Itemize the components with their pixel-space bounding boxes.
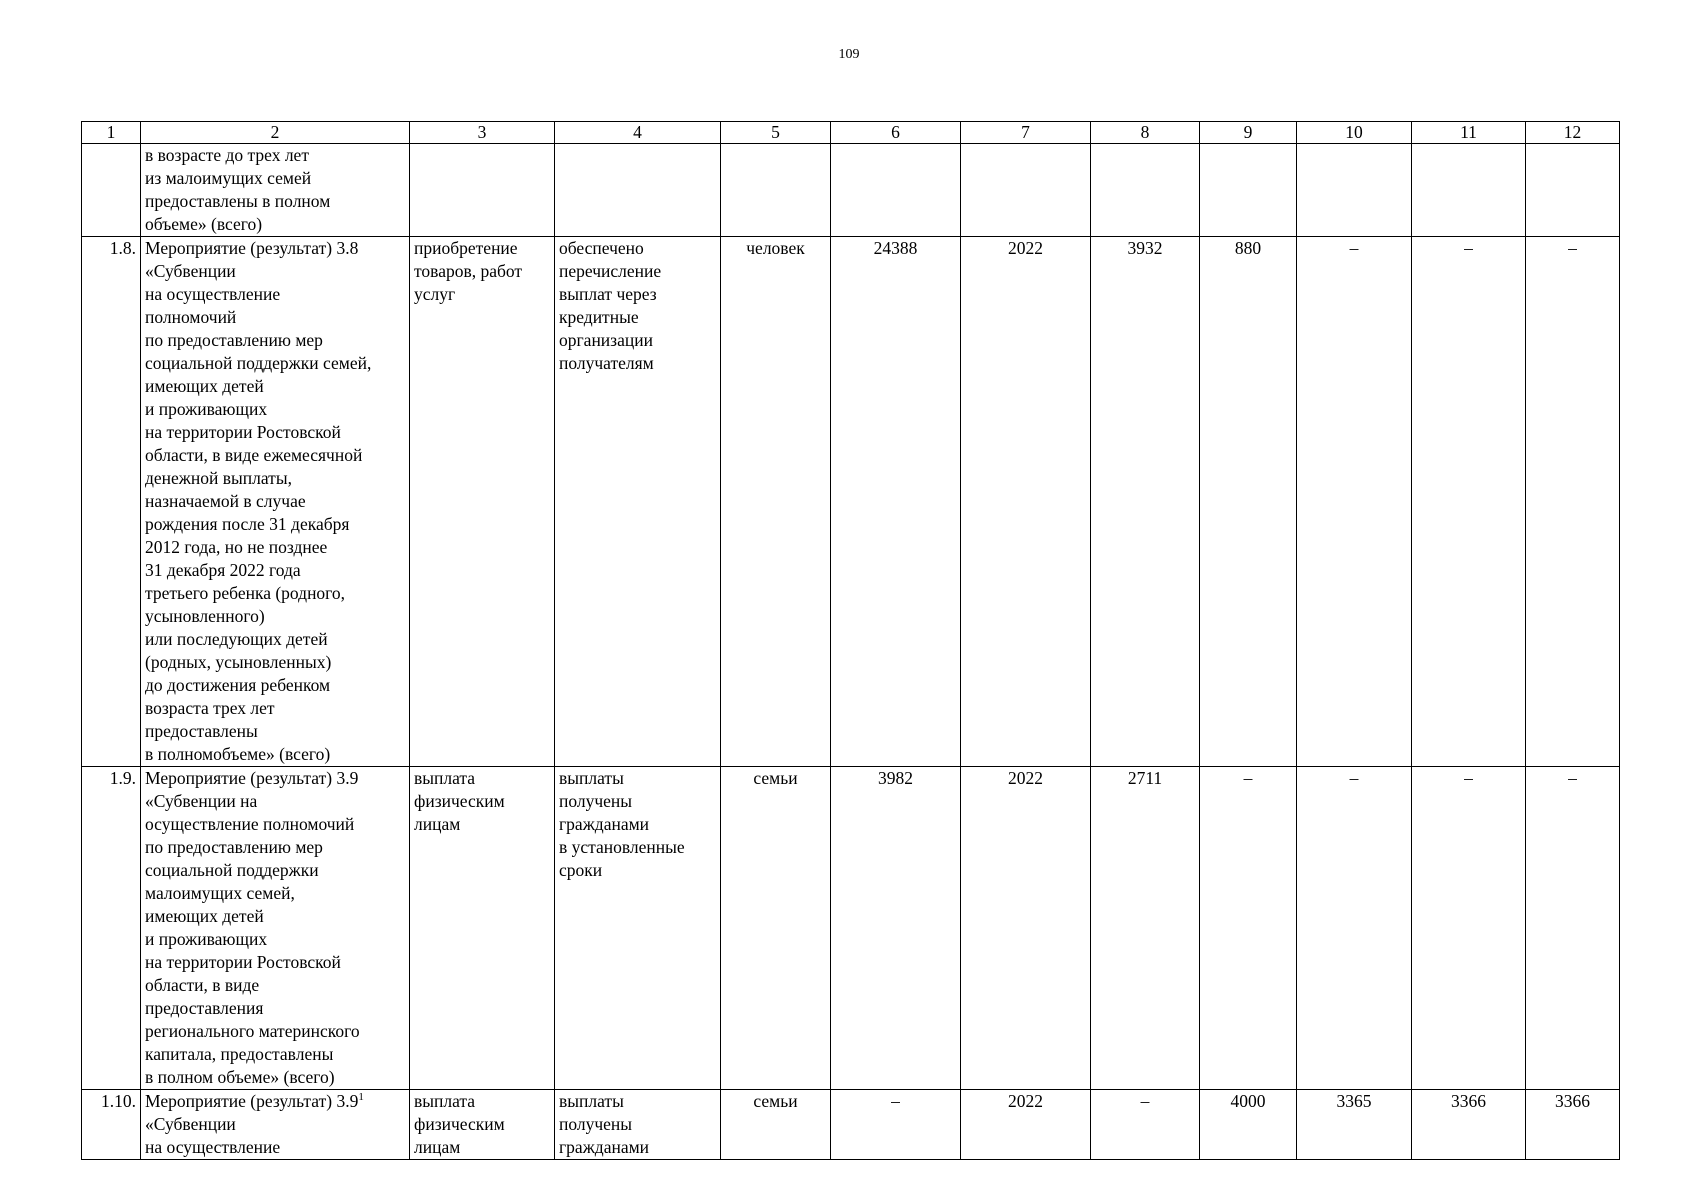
value-col-7: 2022	[961, 237, 1091, 767]
footnote-mark: 1	[358, 1091, 364, 1104]
measure-name-line: в полномобъеме» (всего)	[145, 744, 331, 764]
value-col-9: 4000	[1200, 1090, 1297, 1160]
unit	[721, 144, 831, 237]
measure-name-line: по предоставлению мер	[145, 330, 323, 350]
measure-name-line: Мероприятие (результат) 3.8	[145, 238, 359, 258]
measure-name-line: на территории Ростовской	[145, 422, 341, 442]
measure-name-line: регионального материнского	[145, 1021, 360, 1041]
measure-type-line: товаров, работ	[414, 261, 523, 281]
value-col-9	[1200, 144, 1297, 237]
measure-result-line: получателям	[559, 353, 654, 373]
value-col-11	[1412, 144, 1526, 237]
measure-name	[141, 767, 410, 1090]
value-col-6: 24388	[831, 237, 961, 767]
measure-name-line: Мероприятие (результат) 3.9	[145, 768, 359, 788]
value-col-11: 3366	[1412, 1090, 1526, 1160]
value-col-12: 3366	[1526, 1090, 1620, 1160]
value-col-12	[1526, 144, 1620, 237]
measure-result-line: гражданами	[559, 1137, 650, 1157]
measure-result	[555, 1090, 721, 1160]
column-number: 2	[141, 122, 410, 144]
measure-name-line: 31 декабря 2022 года	[145, 560, 301, 580]
unit: семьи	[721, 1090, 831, 1160]
value-col-6: –	[831, 1090, 961, 1160]
value-col-10: –	[1297, 237, 1412, 767]
value-col-12: –	[1526, 237, 1620, 767]
measure-type-line: выплата	[414, 768, 476, 788]
value-col-9: –	[1200, 767, 1297, 1090]
measure-name-line: «Субвенции на	[145, 791, 258, 811]
measure-name-line: «Субвенции	[145, 261, 236, 281]
measure-name-line: предоставлены	[145, 721, 258, 741]
measure-name-line: полномочий	[145, 307, 237, 327]
table-row	[82, 1090, 1620, 1160]
measure-result-line: организации	[559, 330, 653, 350]
row-number	[82, 144, 141, 237]
page-number: 109	[838, 47, 860, 62]
column-number: 8	[1091, 122, 1200, 144]
value-col-12: –	[1526, 767, 1620, 1090]
measure-type-line: лицам	[414, 1137, 461, 1157]
column-number: 12	[1526, 122, 1620, 144]
table-row	[82, 144, 1620, 237]
measure-name-line: имеющих детей	[145, 906, 264, 926]
measure-name-line: 2012 года, но не позднее	[145, 537, 328, 557]
measure-result-line: кредитные	[559, 307, 639, 327]
measure-result	[555, 767, 721, 1090]
measure-type-line: услуг	[414, 284, 456, 304]
measure-name-line: (родных, усыновленных)	[145, 652, 332, 672]
table-row	[82, 237, 1620, 767]
value-col-7	[961, 144, 1091, 237]
measure-name-line: рождения после 31 декабря	[145, 514, 350, 534]
value-col-8: 3932	[1091, 237, 1200, 767]
value-col-9: 880	[1200, 237, 1297, 767]
measure-type	[410, 767, 555, 1090]
measure-result-line: перечисление	[559, 261, 662, 281]
measure-name-line: капитала, предоставлены	[145, 1044, 334, 1064]
value-col-6	[831, 144, 961, 237]
measure-name-line: имеющих детей	[145, 376, 264, 396]
measure-name	[141, 144, 410, 237]
measure-type-line: приобретение	[414, 238, 518, 258]
value-col-10: –	[1297, 767, 1412, 1090]
measure-name-line: из малоимущих семей	[145, 168, 312, 188]
measure-result-line: выплаты	[559, 768, 624, 788]
measure-type-line: выплата	[414, 1091, 476, 1111]
measure-name-line: усыновленного)	[145, 606, 265, 626]
measure-type-line: физическим	[414, 1114, 505, 1134]
measure-result-line: в установленные	[559, 837, 685, 857]
measure-name-line: назначаемой в случае	[145, 491, 306, 511]
measure-name-line: до достижения ребенком	[145, 675, 331, 695]
measure-name-line: предоставлены в полном	[145, 191, 331, 211]
measure-name-line: денежной выплаты,	[145, 468, 292, 488]
measure-result	[555, 144, 721, 237]
value-col-6: 3982	[831, 767, 961, 1090]
measure-result-line: обеспечено	[559, 238, 644, 258]
measure-type-line: физическим	[414, 791, 505, 811]
column-number: 11	[1412, 122, 1526, 144]
measure-result	[555, 237, 721, 767]
row-number: 1.8.	[82, 237, 141, 767]
measure-result-line: получены	[559, 1114, 633, 1134]
measure-type	[410, 144, 555, 237]
measure-name-line: третьего ребенка (родного,	[145, 583, 346, 603]
value-col-11: –	[1412, 237, 1526, 767]
measure-result-line: сроки	[559, 860, 603, 880]
measure-name-line: по предоставлению мер	[145, 837, 323, 857]
measure-name-line: малоимущих семей,	[145, 883, 295, 903]
measure-name-line: социальной поддержки	[145, 860, 319, 880]
row-number: 1.10.	[82, 1090, 141, 1160]
column-number: 1	[82, 122, 141, 144]
measure-name-line: осуществление полномочий	[145, 814, 355, 834]
value-col-8	[1091, 144, 1200, 237]
measure-name-line: или последующих детей	[145, 629, 328, 649]
measure-name-line: и проживающих	[145, 399, 268, 419]
measure-name	[141, 237, 410, 767]
column-number: 3	[410, 122, 555, 144]
measure-result-line: получены	[559, 791, 633, 811]
measure-name-line: предоставления	[145, 998, 264, 1018]
column-number: 10	[1297, 122, 1412, 144]
measure-type	[410, 1090, 555, 1160]
value-col-8: 2711	[1091, 767, 1200, 1090]
measure-name-line: и проживающих	[145, 929, 268, 949]
measure-result-line: выплат через	[559, 284, 657, 304]
value-col-7: 2022	[961, 767, 1091, 1090]
measure-name-text: Мероприятие (результат) 3.9	[145, 1091, 359, 1111]
unit: семьи	[721, 767, 831, 1090]
measure-name-line	[145, 1090, 405, 1113]
measure-name-line: области, в виде ежемесячной	[145, 445, 363, 465]
measure-name-line: на осуществление	[145, 284, 281, 304]
column-number: 6	[831, 122, 961, 144]
row-number: 1.9.	[82, 767, 141, 1090]
measure-name	[141, 1090, 410, 1160]
column-number: 5	[721, 122, 831, 144]
measure-name-line: на территории Ростовской	[145, 952, 341, 972]
measure-name-line: на осуществление	[145, 1137, 281, 1157]
value-col-10: 3365	[1297, 1090, 1412, 1160]
indicators-table	[81, 121, 1620, 1160]
measure-type-line: лицам	[414, 814, 461, 834]
column-number: 4	[555, 122, 721, 144]
column-number-row	[82, 122, 1620, 144]
measure-name-line: в полном объеме» (всего)	[145, 1067, 335, 1087]
measure-name-line: объеме» (всего)	[145, 214, 263, 234]
value-col-8: –	[1091, 1090, 1200, 1160]
column-number: 7	[961, 122, 1091, 144]
value-col-11: –	[1412, 767, 1526, 1090]
measure-name-line: в возрасте до трех лет	[145, 145, 309, 165]
unit: человек	[721, 237, 831, 767]
measure-name-line: социальной поддержки семей,	[145, 353, 372, 373]
measure-result-line: гражданами	[559, 814, 650, 834]
measure-name-line: возраста трех лет	[145, 698, 275, 718]
measure-result-line: выплаты	[559, 1091, 624, 1111]
measure-name-line: «Субвенции	[145, 1114, 236, 1134]
value-col-10	[1297, 144, 1412, 237]
measure-type	[410, 237, 555, 767]
table-row	[82, 767, 1620, 1090]
value-col-7: 2022	[961, 1090, 1091, 1160]
column-number: 9	[1200, 122, 1297, 144]
measure-name-line: области, в виде	[145, 975, 260, 995]
